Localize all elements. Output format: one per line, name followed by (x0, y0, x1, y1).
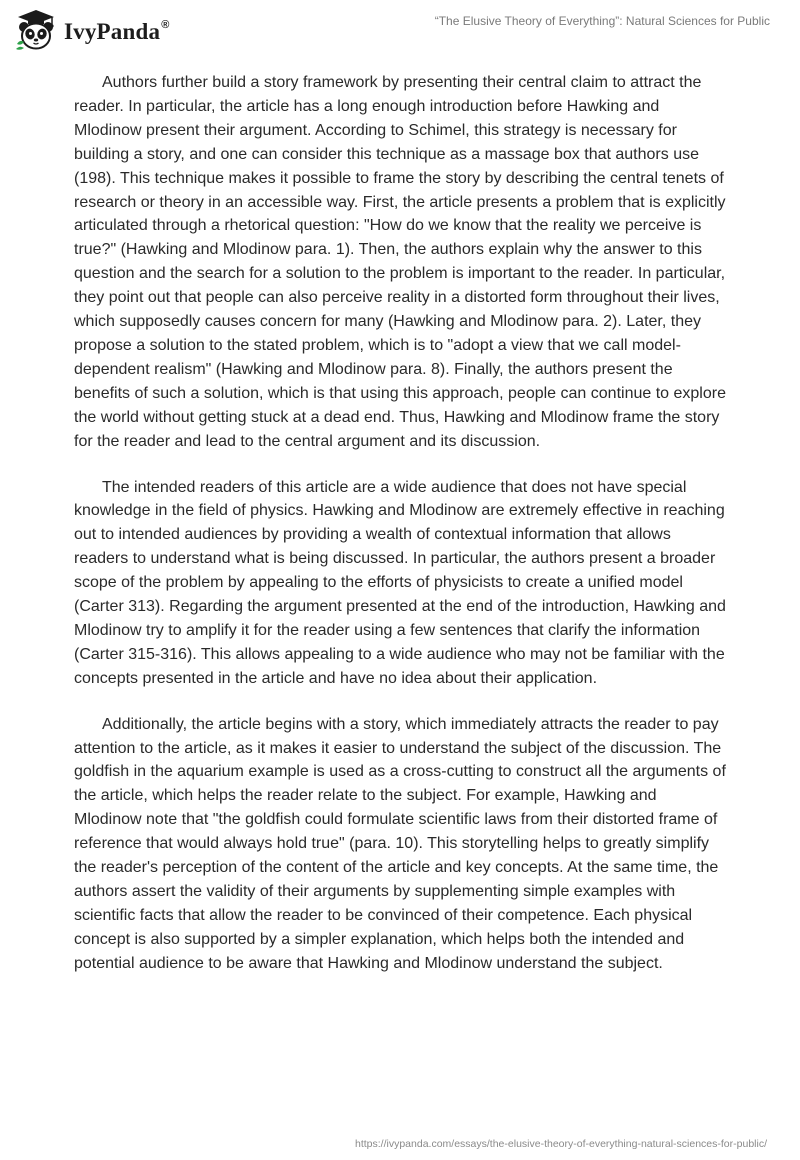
source-url[interactable]: https://ivypanda.com/essays/the-elusive-theory-of-everything-natural-sciences-for-public/ (354, 1138, 767, 1150)
registered-mark: ® (161, 19, 170, 32)
brand-logo[interactable] (14, 8, 170, 52)
page-header (0, 0, 800, 62)
essay-body (74, 71, 726, 998)
paragraph: The intended readers of this article are a wide audience that does not have special knowledge in the field of physics. Hawking and Mlodinow are extremely effective in reaching out to intended audiences by providing a wealth of contextual information that allows readers to understand what is being discussed. In particular, the authors present a broader scope of the problem by appealing to the efforts of physicists to create a unified model (Carter 313). Regarding the argument presented at the end of the introduction, Hawking and Mlodinow try to amplify it for the reader using a few sentences that clarify the information (Carter 315-316). This allows appealing to a wide audience who may not be familiar with the concepts presented in the article and have no idea about their application. (74, 478, 726, 687)
brand-name: IvyPanda® (64, 19, 170, 44)
document-title: “The Elusive Theory of Everything”: Natural Sciences for Public (434, 14, 770, 28)
paragraph: Additionally, the article begins with a story, which immediately attracts the reader to pay attention to the article, as it makes it easier to understand the subject of the discussion. The goldfish in the aquarium example is used as a cross-cutting to construct all the arguments of the article, which helps the reader relate to the subject. For example, Hawking and Mlodinow note that "the goldfish could formulate scientific laws from their distorted frame of reference that would always hold true" (para. 10). This storytelling helps to greatly simplify the reader's perception of the content of the article and key concepts. At the same time, the authors assert the validity of their arguments by supplementing simple examples with scientific facts that allow the reader to be convinced of their competence. Each physical concept is also supported by a simpler explanation, which helps both the intended and potential audience to be aware that Hawking and Mlodinow understand the subject. (74, 715, 726, 972)
paragraph: Authors further build a story framework by presenting their central claim to attract the reader. In particular, the article has a long enough introduction before Hawking and Mlodinow present their argument. According to Schimel, this strategy is necessary for building a story, and one can consider this technique as a massage box that authors use (198). This technique makes it possible to frame the story by describing the central tenets of research or theory in an accessible way. First, the article presents a problem that is explicitly articulated through a rhetorical question: "How do we know that the reality we perceive is true?" (Hawking and Mlodinow para. 1). Then, the authors explain why the answer to this question and the search for a solution to the problem is important to the reader. In particular, they point out that people can also perceive reality in a distorted form throughout their lives, which supposedly causes concern for many (Hawking and Mlodinow para. 2). Later, they propose a solution to the stated problem, which is to "adopt a view that we call model-dependent realism" (Hawking and Mlodinow para. 8). Finally, the authors present the benefits of such a solution, which is that using this approach, people can continue to explore the world without getting stuck at a dead end. Thus, Hawking and Mlodinow frame the story for the reader and lead to the central argument and its discussion. (74, 74, 726, 450)
panda-graduate-icon (14, 8, 58, 52)
